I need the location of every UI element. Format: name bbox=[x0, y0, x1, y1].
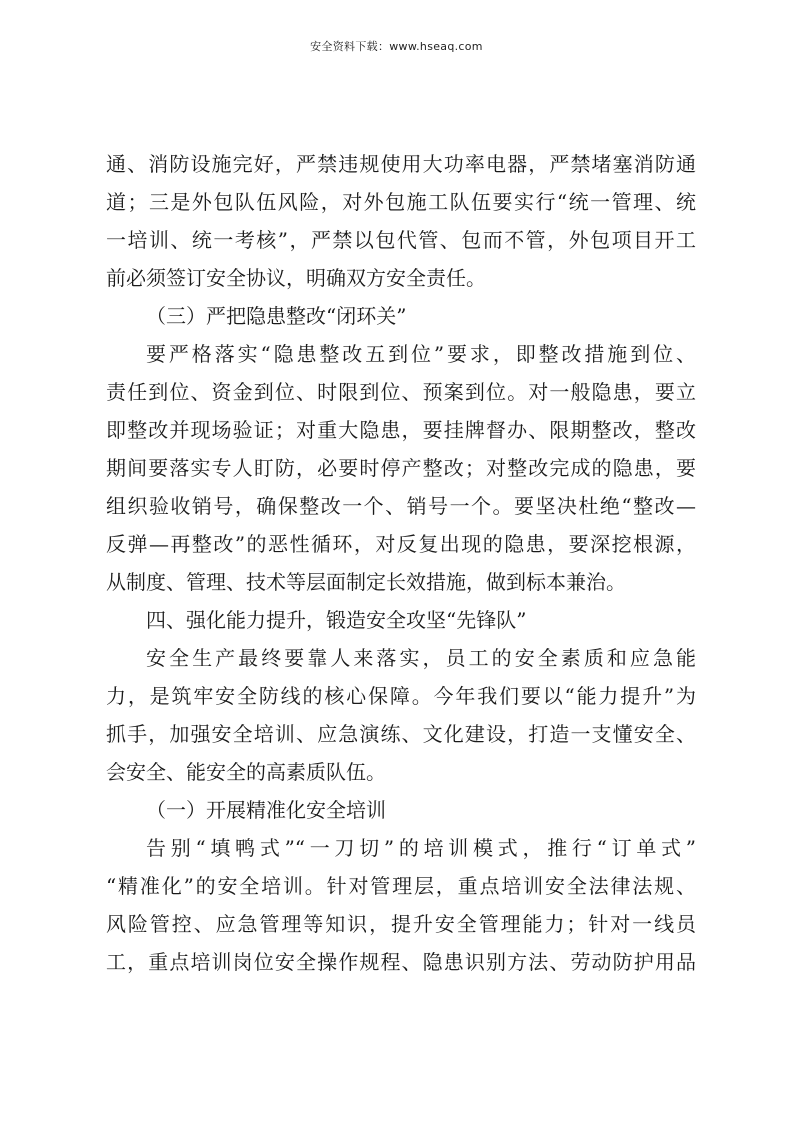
text-line: 力，是筑牢安全防线的核心保障。今年我们要以“能力提升”为 bbox=[106, 684, 696, 708]
text-line: 告别“填鸭式”“一刀切”的培训模式，推行“订单式” bbox=[146, 836, 696, 860]
text-line: 安全生产最终要靠人来落实，员工的安全素质和应急能 bbox=[146, 646, 696, 670]
section-heading: （一）开展精准化安全培训 bbox=[146, 798, 386, 822]
text-line: 反弹—再整改”的恶性循环，对反复出现的隐患，要深挖根源， bbox=[106, 532, 696, 556]
text-line: 要严格落实“隐患整改五到位”要求，即整改措施到位、 bbox=[146, 342, 696, 366]
text-line: 会安全、能安全的高素质队伍。 bbox=[106, 760, 386, 784]
text-line: 抓手，加强安全培训、应急演练、文化建设，打造一支懂安全、 bbox=[106, 722, 696, 746]
text-line: 前必须签订安全协议，明确双方安全责任。 bbox=[106, 266, 486, 290]
text-line: 工，重点培训岗位安全操作规程、隐患识别方法、劳动防护用品 bbox=[106, 950, 696, 974]
text-line: 道；三是外包队伍风险，对外包施工队伍要实行“统一管理、统 bbox=[106, 190, 696, 214]
text-line: 期间要落实专人盯防，必要时停产整改；对整改完成的隐患，要 bbox=[106, 456, 696, 480]
text-line: 风险管控、应急管理等知识，提升安全管理能力；针对一线员 bbox=[106, 912, 696, 936]
text-line: 责任到位、资金到位、时限到位、预案到位。对一般隐患，要立 bbox=[106, 380, 696, 404]
chapter-heading: 四、强化能力提升，锻造安全攻坚“先锋队” bbox=[146, 608, 527, 632]
document-body bbox=[106, 145, 696, 981]
page-header: 安全资料下载：www.hseaq.com bbox=[310, 40, 483, 53]
text-line: “精准化”的安全培训。针对管理层，重点培训安全法律法规、 bbox=[106, 874, 696, 898]
text-line: 通、消防设施完好，严禁违规使用大功率电器，严禁堵塞消防通 bbox=[106, 152, 696, 176]
text-line: 组织验收销号，确保整改一个、销号一个。要坚决杜绝“整改— bbox=[106, 494, 696, 518]
text-line: 即整改并现场验证；对重大隐患，要挂牌督办、限期整改，整改 bbox=[106, 418, 696, 442]
text-line: 一培训、统一考核”，严禁以包代管、包而不管，外包项目开工 bbox=[106, 228, 696, 252]
text-line: 从制度、管理、技术等层面制定长效措施，做到标本兼治。 bbox=[106, 570, 626, 594]
section-heading: （三）严把隐患整改“闭环关” bbox=[146, 304, 407, 328]
